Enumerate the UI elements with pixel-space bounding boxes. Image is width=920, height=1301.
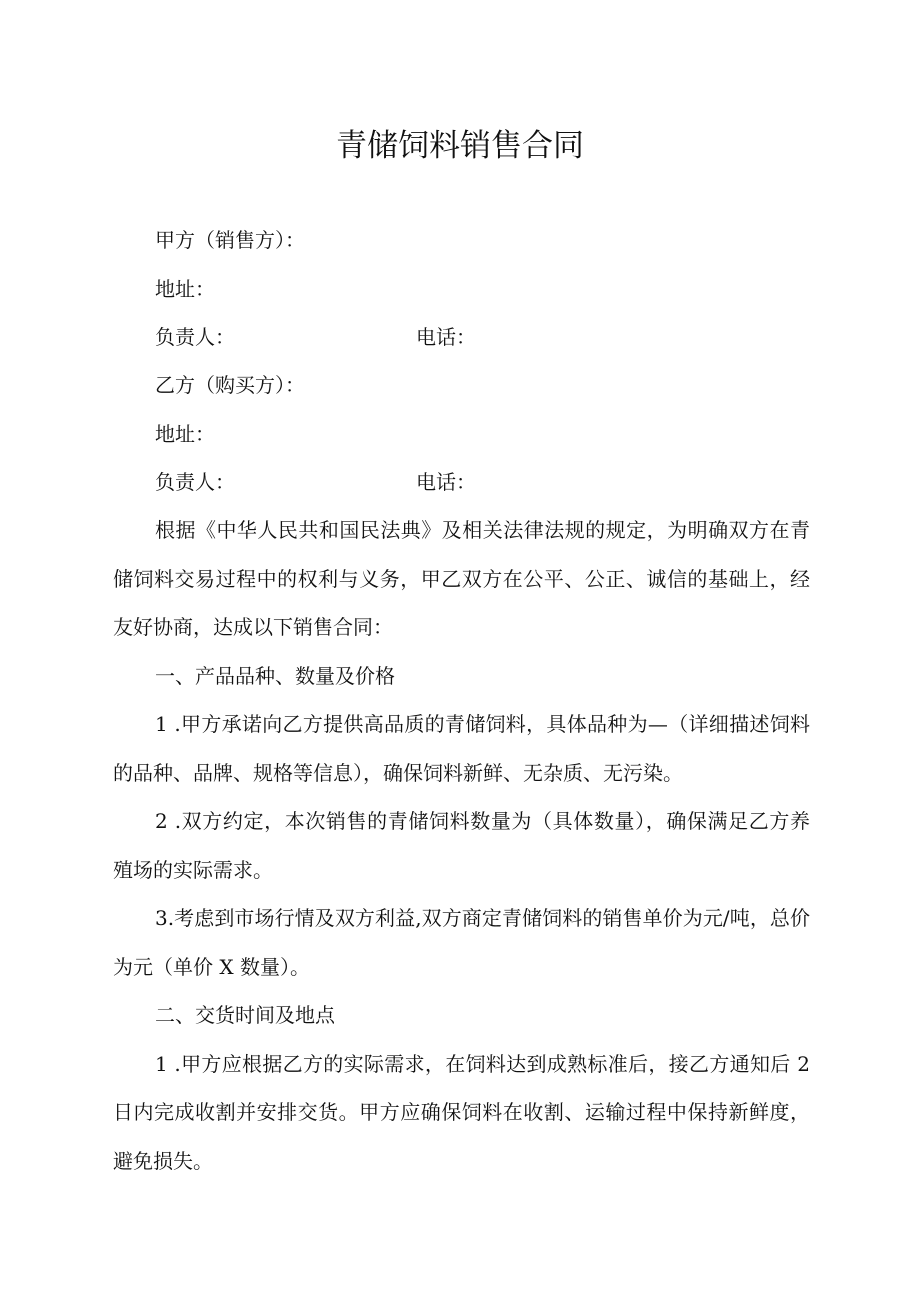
section-1-item-3: 3.考虑到市场行情及双方利益,双方商定青储饲料的销售单价为元/吨，总价为元（单价 X 数量）。: [113, 906, 810, 979]
section-1-item-1: 1 .甲方承诺向乙方提供高品质的青储饲料，具体品种为—（详细描述饲料的品种、品牌、规格等信息），确保饲料新鲜、无杂质、无污染。: [113, 712, 810, 785]
intro-paragraph: 根据《中华人民共和国民法典》及相关法律法规的规定，为明确双方在青储饲料交易过程中的权利与义务，甲乙双方在公平、公正、诚信的基础上，经友好协商，达成以下销售合同：: [113, 518, 810, 639]
party-a-address-label: 地址：: [155, 277, 215, 301]
party-b-person-label: 负责人：: [155, 470, 235, 494]
section-2-heading: 二、交货时间及地点: [155, 1003, 335, 1027]
party-a-phone-label: 电话：: [416, 325, 476, 349]
section-1-item-2: 2 .双方约定，本次销售的青储饲料数量为（具体数量），确保满足乙方养殖场的实际需求。: [113, 809, 810, 882]
party-b-address-label: 地址：: [155, 422, 215, 446]
document-title: 青储饲料销售合同: [336, 128, 584, 164]
party-b-phone-label: 电话：: [416, 470, 476, 494]
party-a-person-label: 负责人：: [155, 325, 235, 349]
party-a-label: 甲方（销售方）：: [155, 228, 305, 252]
contract-body: [113, 506, 810, 1185]
party-b-label: 乙方（购买方）：: [155, 373, 305, 397]
section-1-heading: 一、产品品种、数量及价格: [155, 663, 395, 688]
section-2-item-1: 1 .甲方应根据乙方的实际需求，在饲料达到成熟标准后，接乙方通知后 2 日内完成收割并安排交货。甲方应确保饲料在收割、运输过程中保持新鲜度，避免损失。: [113, 1051, 810, 1173]
